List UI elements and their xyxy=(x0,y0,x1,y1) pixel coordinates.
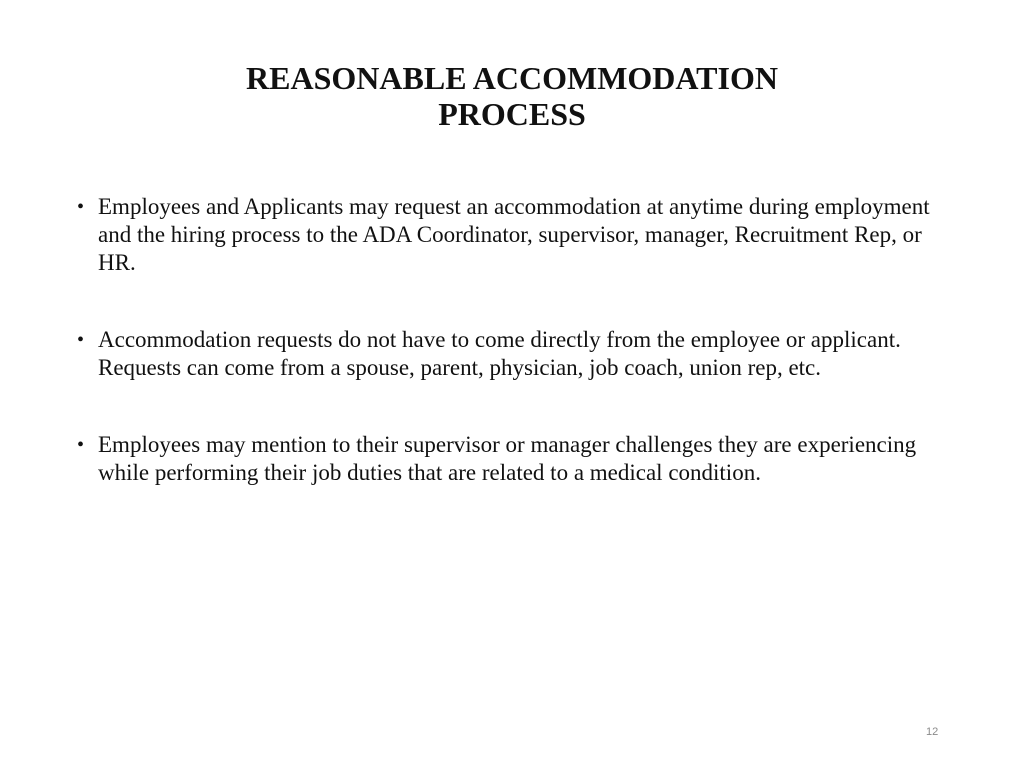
slide-title-line-1: REASONABLE ACCOMMODATION xyxy=(246,60,778,96)
bullet-icon: • xyxy=(77,329,85,351)
bullet-icon: • xyxy=(77,196,85,218)
bullet-item-1 xyxy=(72,193,942,277)
bullet-text-3: Employees may mention to their supervisor or manager challenges they are experiencing while performing their job duties that are related to a medical condition. xyxy=(98,432,917,485)
slide-title-line-2: PROCESS xyxy=(438,96,586,132)
bullet-item-3 xyxy=(72,431,942,487)
bullet-icon: • xyxy=(77,434,85,456)
bullet-text-1: Employees and Applicants may request an accommodation at anytime during employment and the hiring process to the ADA Coordinator, supervisor, manager, Recruitment Rep, or HR. xyxy=(98,194,930,275)
bullet-item-2 xyxy=(72,326,942,382)
bullet-text-2: Accommodation requests do not have to come directly from the employee or applicant. Requests can come from a spouse, parent, physician, job coach, union rep, etc. xyxy=(98,327,901,380)
page-number: 12 xyxy=(926,726,939,738)
slide-title xyxy=(112,60,912,132)
bullet-list xyxy=(72,193,942,536)
